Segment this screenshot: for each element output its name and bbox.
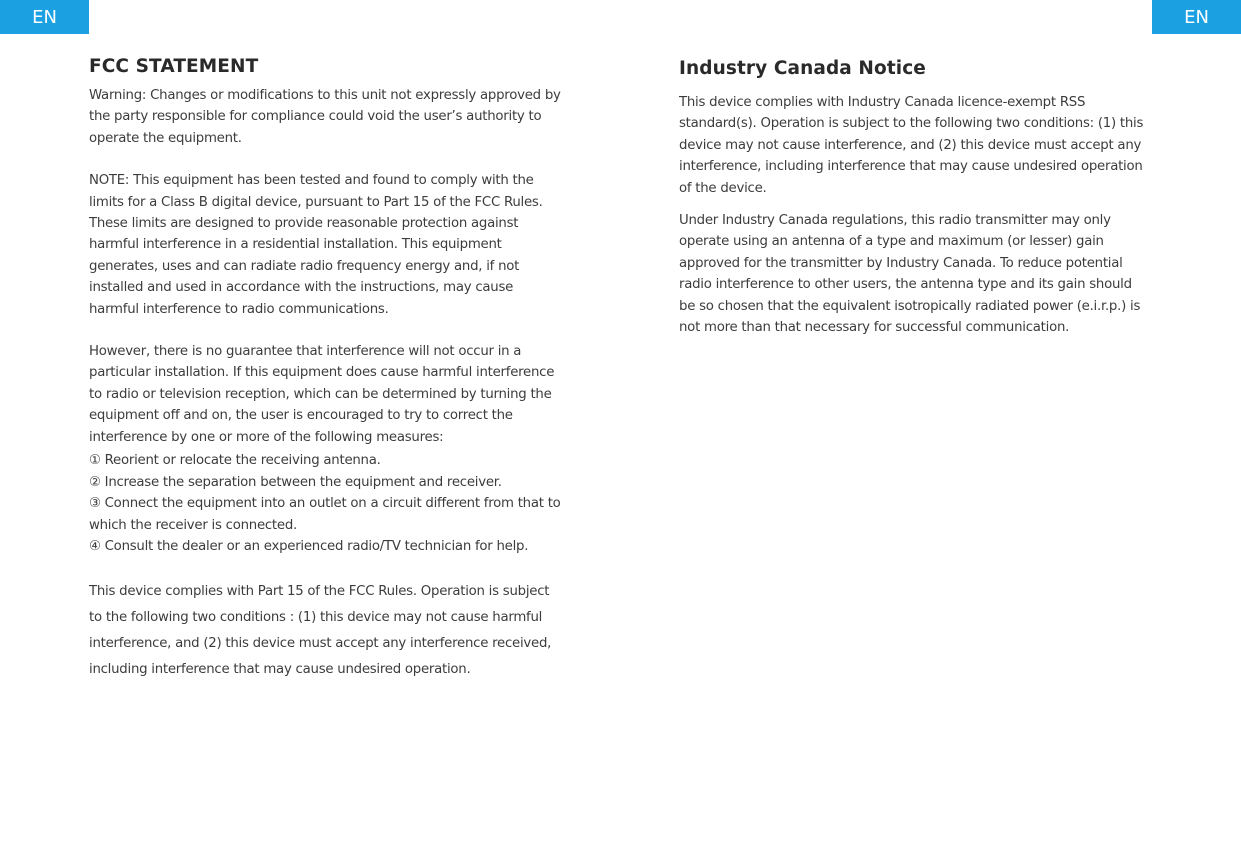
fcc-compliance-paragraph: This device complies with Part 15 of the FCC Rules. Operation is subject to the following two conditions : (1) this device may not cause harmful interference, and (2) this device must accept any interference received, including interference that may cause undesired operation. xyxy=(89,583,552,677)
fcc-statement-title: FCC STATEMENT xyxy=(89,56,259,77)
industry-canada-title: Industry Canada Notice xyxy=(679,58,926,79)
language-tab-right: EN xyxy=(1152,0,1241,34)
industry-canada-section xyxy=(679,58,1149,338)
measure-item-3: ③ Connect the equipment into an outlet on a circuit different from that to which the receiver is connected. xyxy=(89,496,561,533)
measure-item-2: ② Increase the separation between the equipment and receiver. xyxy=(89,474,502,490)
ic-regulations-paragraph: Under Industry Canada regulations, this radio transmitter may only operate using an antenna of a type and maximum (or lesser) gain approved for the transmitter by Industry Canada. To reduce potential radio interference to other users, the antenna type and its gain should be so chosen that the equivalent isotropically radiated power (e.i.r.p.) is not more than that necessary for successful communication. xyxy=(679,213,1141,336)
fcc-measures-list xyxy=(89,450,563,558)
fcc-note-paragraph: NOTE: This equipment has been tested and found to comply with the limits for a Class B digital device, pursuant to Part 15 of the FCC Rules. These limits are designed to provide reasonable protection against harmful interference in a residential installation. This equipment generates, uses and can radiate radio frequency energy and, if not installed and used in accordance with the instructions, may cause harmful interference to radio communications. xyxy=(89,173,543,317)
fcc-however-paragraph: However, there is no guarantee that interference will not occur in a particular installation. If this equipment does cause harmful interference to radio or television reception, which can be determined by turning the equipment off and on, the user is encouraged to try to correct the interference by one or more of the following measures: xyxy=(89,344,555,445)
language-tab-left: EN xyxy=(0,0,89,34)
measure-item-1: ① Reorient or relocate the receiving antenna. xyxy=(89,453,381,469)
fcc-warning-paragraph: Warning: Changes or modifications to this unit not expressly approved by the party responsible for compliance could void the user’s authority to operate the equipment. xyxy=(89,88,561,146)
measure-item-4: ④ Consult the dealer or an experienced radio/TV technician for help. xyxy=(89,539,529,555)
ic-compliance-paragraph: This device complies with Industry Canada licence-exempt RSS standard(s). Operation is subject to the following two conditions: (1) this device may not cause interference, and (2) this device must accept any interference, including interference that may cause undesired operation of the device. xyxy=(679,95,1144,196)
fcc-statement-section xyxy=(89,56,563,683)
